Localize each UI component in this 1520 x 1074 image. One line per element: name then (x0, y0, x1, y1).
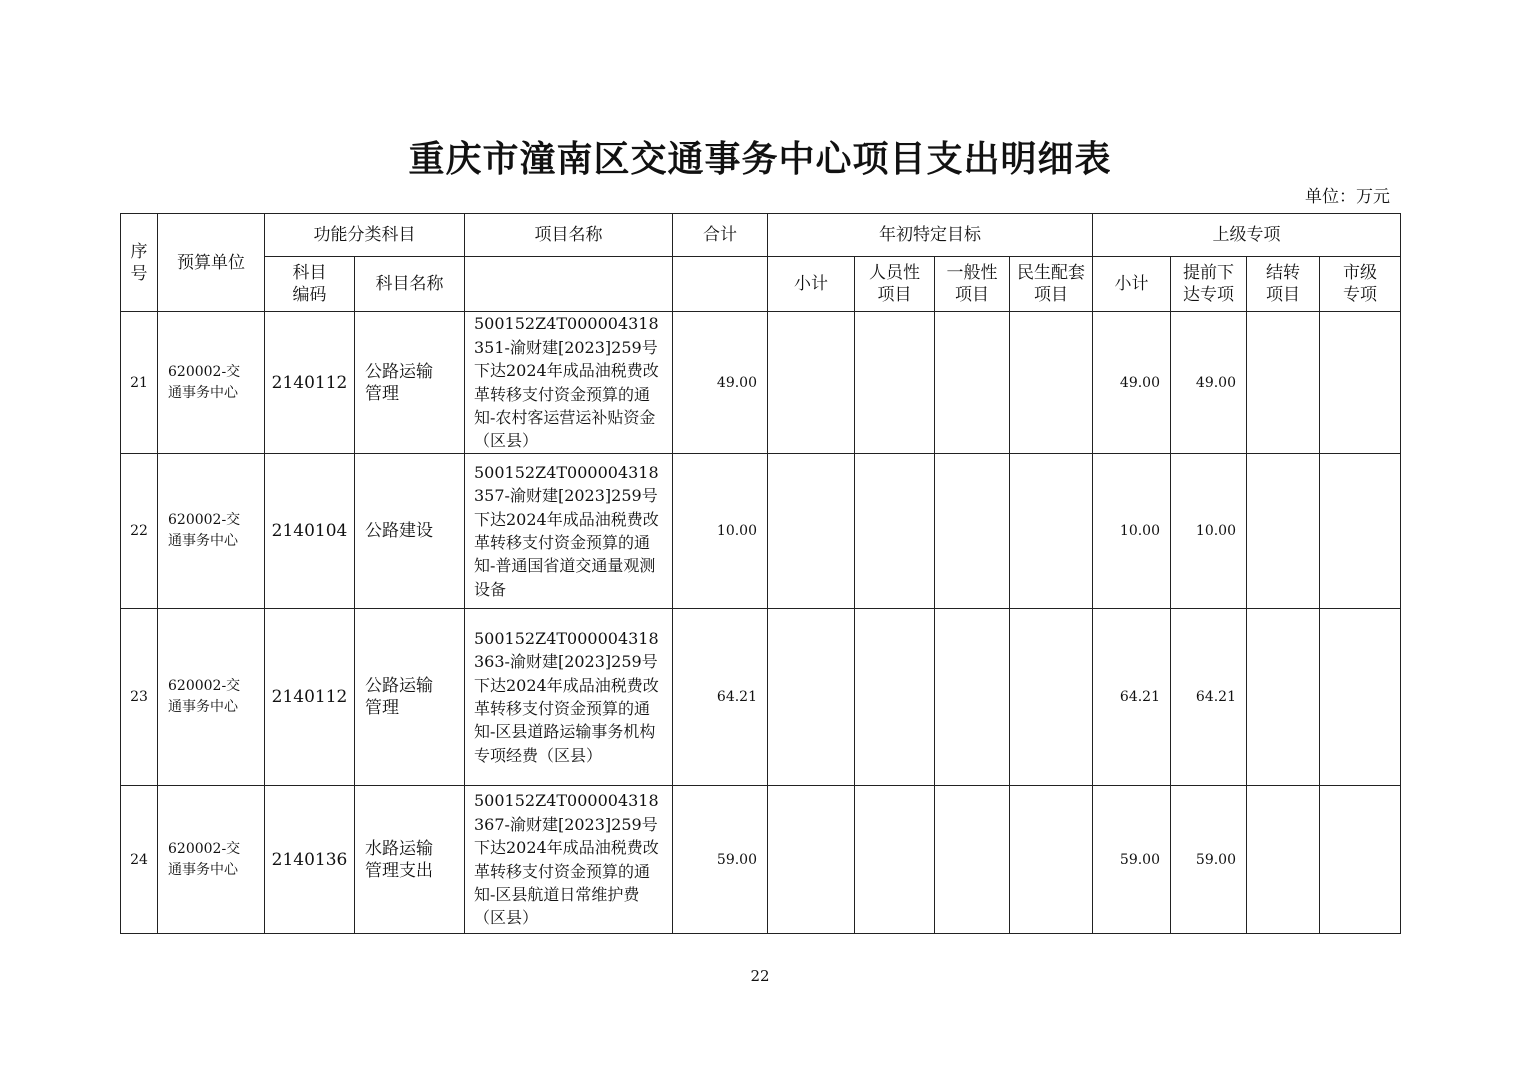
cell-subject-name: 公路运输管理 (355, 609, 465, 786)
cell-seq: 24 (121, 786, 158, 934)
header-superior-special: 上级专项 (1093, 214, 1401, 257)
cell-yt-subtotal (768, 609, 855, 786)
cell-yt-subtotal (768, 454, 855, 609)
cell-yt-personnel (855, 454, 935, 609)
header-row-1 (121, 214, 1401, 257)
cell-total: 49.00 (673, 312, 768, 454)
header-sup-carryover: 结转项目 (1247, 257, 1320, 312)
cell-yt-personnel (855, 609, 935, 786)
table-row (121, 312, 1401, 454)
cell-sup-advance: 59.00 (1171, 786, 1247, 934)
cell-sup-carryover (1247, 786, 1320, 934)
cell-yt-subtotal (768, 312, 855, 454)
header-total: 合计 (673, 214, 768, 257)
cell-project-name: 500152Z4T000004318367-渝财建[2023]259号下达2024年成品油税费改革转移支付资金预算的通知-区县航道日常维护费（区县） (465, 786, 673, 934)
cell-sup-subtotal: 59.00 (1093, 786, 1171, 934)
cell-yt-livelihood (1010, 454, 1093, 609)
cell-budget-unit: 620002-交通事务中心 (158, 786, 265, 934)
header-yt-subtotal: 小计 (768, 257, 855, 312)
cell-subject-code: 2140136 (265, 786, 355, 934)
header-project-name-blank (465, 257, 673, 312)
header-seq: 序号 (121, 214, 158, 312)
cell-subject-name: 公路建设 (355, 454, 465, 609)
header-yt-general: 一般性项目 (935, 257, 1010, 312)
cell-sup-carryover (1247, 609, 1320, 786)
cell-budget-unit: 620002-交通事务中心 (158, 312, 265, 454)
cell-project-name: 500152Z4T000004318357-渝财建[2023]259号下达2024年成品油税费改革转移支付资金预算的通知-普通国省道交通量观测设备 (465, 454, 673, 609)
table-row (121, 786, 1401, 934)
cell-sup-advance: 10.00 (1171, 454, 1247, 609)
cell-yt-livelihood (1010, 786, 1093, 934)
cell-yt-personnel (855, 312, 935, 454)
cell-sup-advance: 64.21 (1171, 609, 1247, 786)
table-row (121, 609, 1401, 786)
cell-budget-unit: 620002-交通事务中心 (158, 609, 265, 786)
header-year-target: 年初特定目标 (768, 214, 1093, 257)
cell-subject-name: 水路运输管理支出 (355, 786, 465, 934)
cell-subject-name: 公路运输管理 (355, 312, 465, 454)
cell-sup-advance: 49.00 (1171, 312, 1247, 454)
cell-seq: 23 (121, 609, 158, 786)
header-project-name: 项目名称 (465, 214, 673, 257)
cell-yt-subtotal (768, 786, 855, 934)
header-budget-unit: 预算单位 (158, 214, 265, 312)
cell-total: 64.21 (673, 609, 768, 786)
cell-sup-subtotal: 49.00 (1093, 312, 1171, 454)
cell-sup-subtotal: 64.21 (1093, 609, 1171, 786)
cell-sup-subtotal: 10.00 (1093, 454, 1171, 609)
cell-total: 59.00 (673, 786, 768, 934)
header-sup-subtotal: 小计 (1093, 257, 1171, 312)
cell-yt-general (935, 312, 1010, 454)
cell-budget-unit: 620002-交通事务中心 (158, 454, 265, 609)
cell-subject-code: 2140112 (265, 609, 355, 786)
cell-yt-general (935, 786, 1010, 934)
page-number: 22 (750, 967, 770, 985)
cell-yt-livelihood (1010, 609, 1093, 786)
cell-yt-personnel (855, 786, 935, 934)
header-sup-advance: 提前下达专项 (1171, 257, 1247, 312)
expenditure-detail-table (120, 213, 1401, 934)
cell-sup-city (1320, 786, 1401, 934)
cell-project-name: 500152Z4T000004318363-渝财建[2023]259号下达2024年成品油税费改革转移支付资金预算的通知-区县道路运输事务机构专项经费（区县） (465, 609, 673, 786)
header-subject-code: 科目编码 (265, 257, 355, 312)
cell-sup-city (1320, 312, 1401, 454)
header-subject-name: 科目名称 (355, 257, 465, 312)
cell-sup-city (1320, 609, 1401, 786)
cell-sup-carryover (1247, 312, 1320, 454)
header-yt-personnel: 人员性项目 (855, 257, 935, 312)
cell-yt-livelihood (1010, 312, 1093, 454)
cell-seq: 21 (121, 312, 158, 454)
cell-yt-general (935, 609, 1010, 786)
cell-sup-city (1320, 454, 1401, 609)
table-row (121, 454, 1401, 609)
unit-label: 单位：万元 (1305, 187, 1390, 207)
cell-yt-general (935, 454, 1010, 609)
header-function-class: 功能分类科目 (265, 214, 465, 257)
cell-sup-carryover (1247, 454, 1320, 609)
cell-subject-code: 2140112 (265, 312, 355, 454)
cell-total: 10.00 (673, 454, 768, 609)
header-row-2 (121, 257, 1401, 312)
header-sup-city: 市级专项 (1320, 257, 1401, 312)
header-yt-livelihood: 民生配套项目 (1010, 257, 1093, 312)
header-total-blank (673, 257, 768, 312)
cell-project-name: 500152Z4T000004318351-渝财建[2023]259号下达2024年成品油税费改革转移支付资金预算的通知-农村客运营运补贴资金（区县） (465, 312, 673, 454)
cell-subject-code: 2140104 (265, 454, 355, 609)
cell-seq: 22 (121, 454, 158, 609)
page-title: 重庆市潼南区交通事务中心项目支出明细表 (408, 139, 1112, 180)
